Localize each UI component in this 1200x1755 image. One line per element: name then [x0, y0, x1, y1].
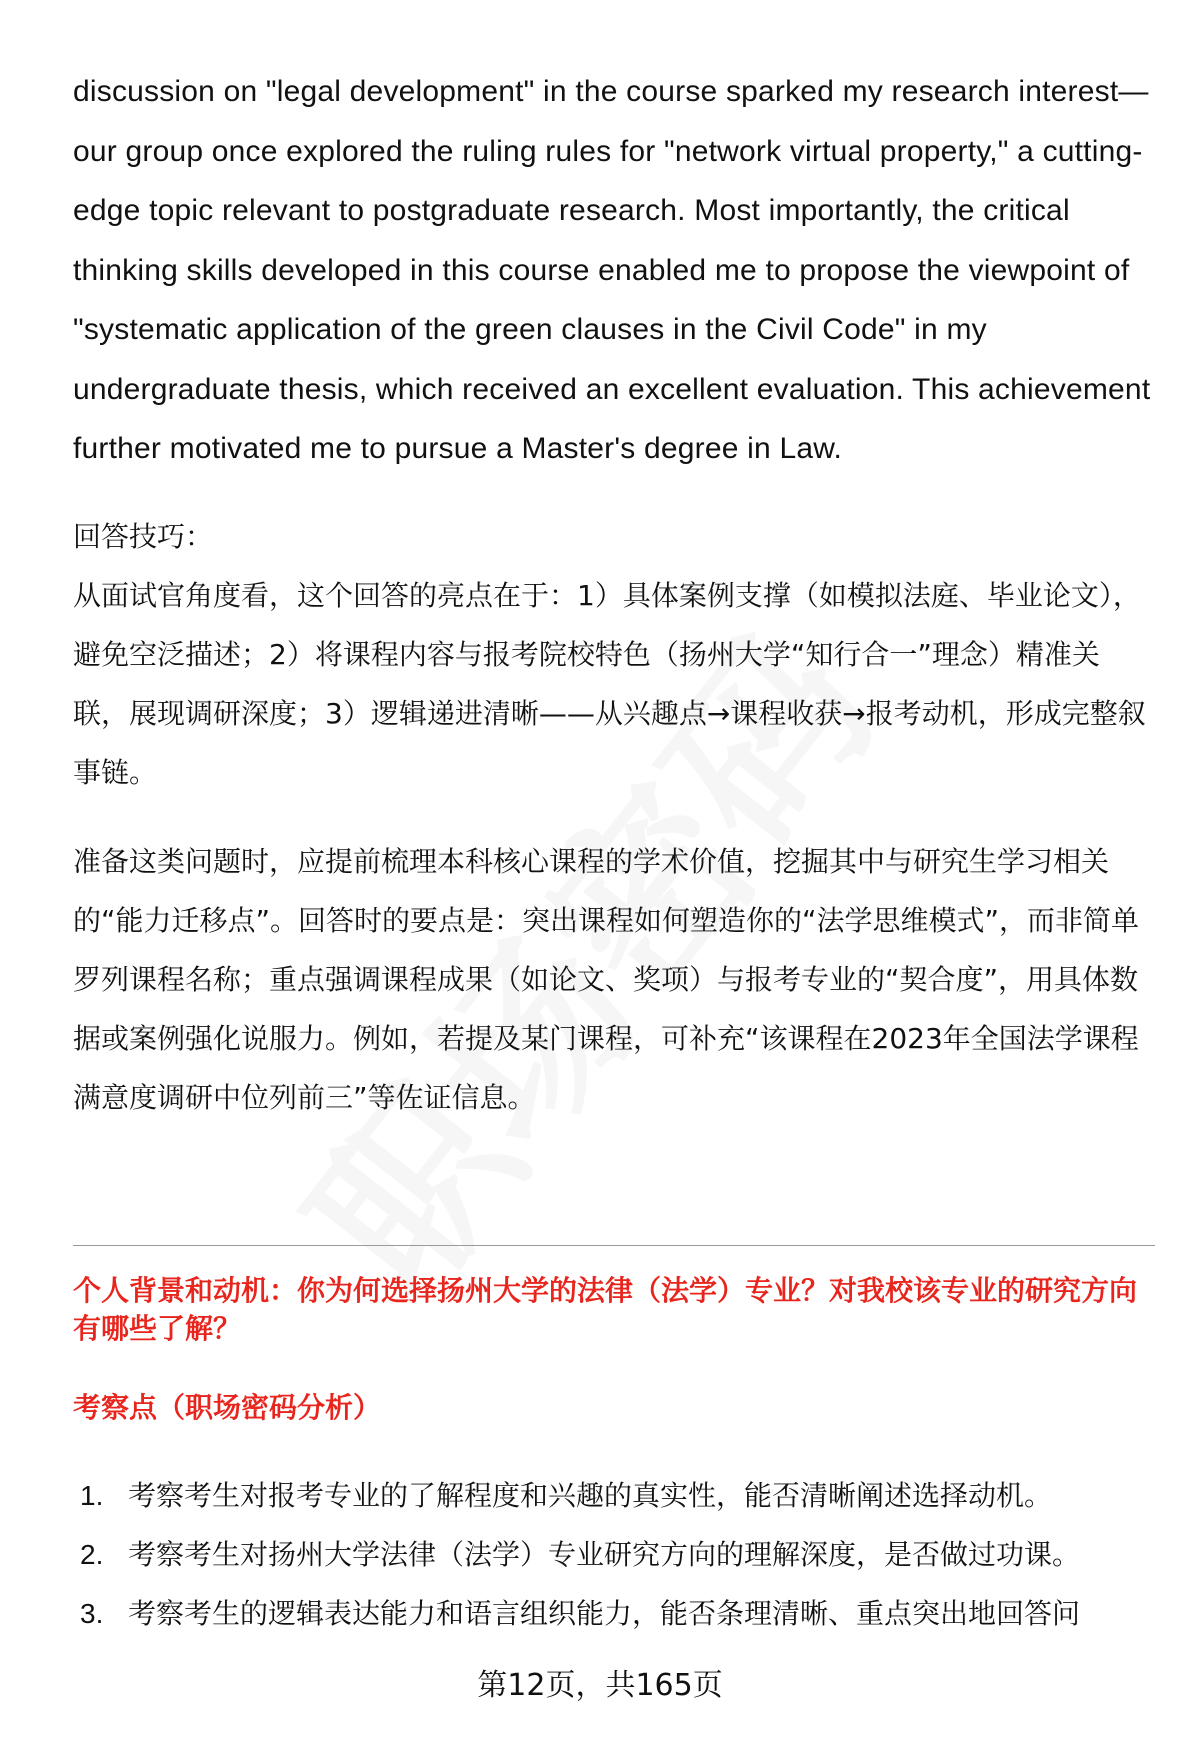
- list-item-text: 考察考生对扬州大学法律（法学）专业研究方向的理解深度，是否做过功课。: [128, 1538, 1081, 1571]
- list-item: [80, 1584, 1160, 1643]
- intro-paragraph: discussion on "legal development" in the course sparked my research interest—our group once explored the ruling rules for "network virtual property," a cutting-edge topic relevant to postgraduate research. Most importantly, the critical thinking skills developed in this course enabled me to propose the viewpoint of "systematic application of the green clauses in the Civil Code" in my undergraduate thesis, which received an excellent evaluation. This achievement further motivated me to pursue a Master's degree in Law.: [73, 75, 1151, 465]
- list-item: [80, 1466, 1160, 1525]
- preparation-paragraph: 准备这类问题时，应提前梳理本科核心课程的学术价值，挖掘其中与研究生学习相关的“能力迁移点”。回答时的要点是：突出课程如何塑造你的“法学思维模式”，而非简单罗列课程名称；重点强调课程成果（如论文、奖项）与报考专业的“契合度”，用具体数据或案例强化说服力。例如，若提及某门课程，可补充“该课程在2023年全国法学课程满意度调研中位列前三”等佐证信息。: [73, 844, 1140, 1114]
- list-item: [80, 1525, 1160, 1584]
- list-number: 3.: [80, 1598, 104, 1629]
- question-heading: 个人背景和动机：你为何选择扬州大学的法律（法学）专业？对我校该专业的研究方向有哪些了解？: [73, 1274, 1138, 1345]
- assessment-points-list: [80, 1466, 1160, 1643]
- list-number: 2.: [80, 1539, 104, 1570]
- tips-paragraph: 从面试官角度看，这个回答的亮点在于：1）具体案例支撑（如模拟法庭、毕业论文），避免空泛描述；2）将课程内容与报考院校特色（扬州大学“知行合一”理念）精准关联，展现调研深度；3）逻辑递进清晰——从兴趣点→课程收获→报考动机，形成完整叙事链。: [73, 578, 1146, 789]
- list-item-text: 考察考生的逻辑表达能力和语言组织能力，能否条理清晰、重点突出地回答问: [128, 1597, 1081, 1630]
- assessment-points-heading: 考察点（职场密码分析）: [73, 1391, 382, 1424]
- section-divider: [73, 1245, 1155, 1246]
- page-footer: 第12页，共165页: [477, 1668, 723, 1703]
- list-item-text: 考察考生对报考专业的了解程度和兴趣的真实性，能否清晰阐述选择动机。: [128, 1479, 1053, 1512]
- body-content: [73, 62, 1153, 1127]
- list-number: 1.: [80, 1480, 104, 1511]
- tips-label: 回答技巧：: [73, 519, 214, 553]
